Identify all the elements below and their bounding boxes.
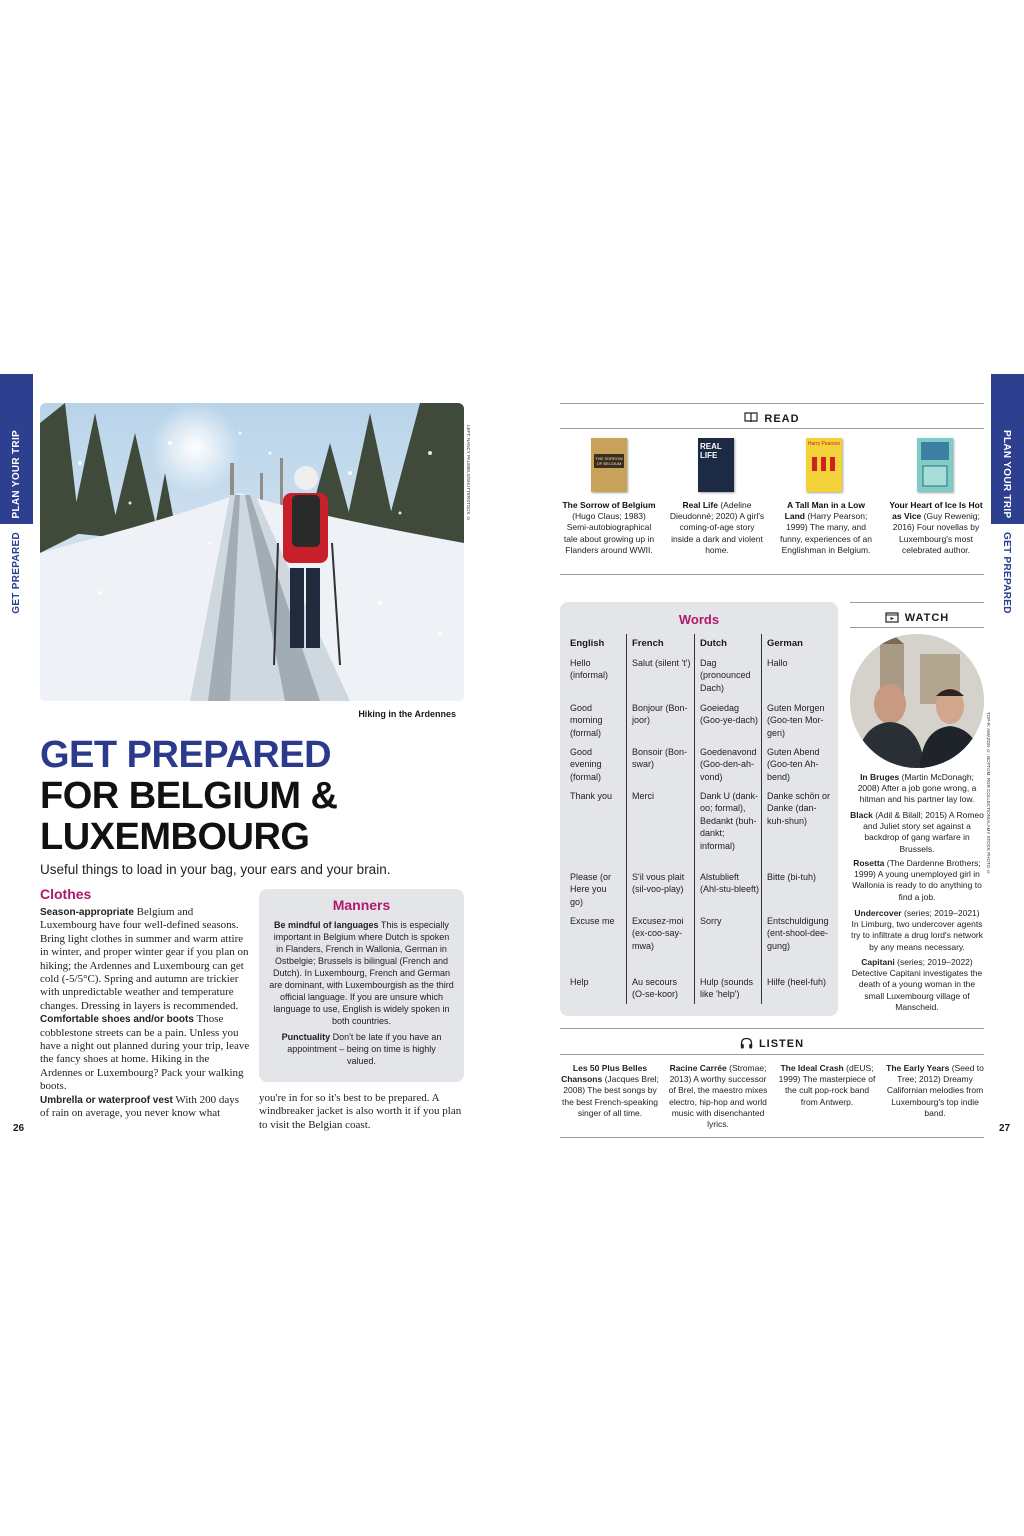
word-cell: Please (or Here you go) [570, 872, 612, 907]
book-desc-3: (Harry Pearson; 1999) The many, and funny, experiences of an Englishman in Belgium. [780, 511, 872, 555]
words-col-german: German [767, 638, 803, 649]
word-cell: Hallo [767, 658, 788, 668]
listen-rule-bottom [560, 1137, 984, 1138]
album-title-3: The Ideal Crash [780, 1063, 844, 1073]
clothes-p2: Those cobblestone streets can be a pain. Unless you have a night out planned during your trip, leave the fancy shoes at home. Hiking in the Ardennes or Luxembourg? Pack your walking boots. [40, 1013, 250, 1093]
book-desc-1: (Hugo Claus; 1983) Semi-autobiographical tale about growing up in Flanders around WWII. [563, 511, 655, 555]
film-title-5: Capitani [861, 957, 895, 967]
word-cell: Alstublieft (Ahl-stu-bleeft) [700, 872, 760, 895]
read-rule-mid [560, 428, 984, 429]
album-title-4: The Early Years [886, 1063, 950, 1073]
book-cover-3-text: Harry Pearson [807, 441, 841, 447]
album-item-2 [668, 1063, 768, 1130]
words-col-dutch: Dutch [700, 638, 727, 649]
book-cover-1-text: THE SORROW OF BELGIUM [595, 456, 623, 466]
words-divider-3 [761, 634, 762, 1004]
listen-header-label: LISTEN [758, 1038, 805, 1050]
film-still-image [850, 634, 984, 768]
listen-header [560, 1034, 984, 1052]
album-item-4 [886, 1063, 984, 1119]
manners-box [259, 889, 464, 1082]
book-cover-1 [591, 438, 627, 492]
book-title-1: The Sorrow of Belgium [562, 500, 656, 510]
hiker-snow-image [40, 403, 464, 701]
word-cell: Bonjour (Bon-joor) [632, 703, 688, 726]
album-item-3 [776, 1063, 878, 1108]
film-desc-5: (series; 2019–2022) Detective Capitani investigates the death of a young woman in the small Luxembourg village of Manscheid. [851, 957, 983, 1012]
word-cell: Bonsoir (Bon-swar) [632, 747, 688, 770]
album-desc-4: (Seed to Tree; 2012) Dreamy Californian melodies from Luxembourg's top indie band. [886, 1063, 984, 1118]
word-cell: Dag (pronounced Dach) [700, 658, 751, 693]
manners-p2-block [281, 1031, 442, 1067]
page-number-left: 26 [13, 1123, 25, 1134]
book-item-2 [668, 500, 766, 556]
watch-header-label: WATCH [904, 612, 950, 624]
word-cell: Help [570, 977, 589, 987]
side-tab-right-section: GET PREPARED [1001, 532, 1012, 614]
words-divider-2 [694, 634, 695, 1004]
film-desc-3: (The Dardenne Brothers; 1999) A young unemployed girl in Wallonia is ready to do anything to find a job. [852, 858, 982, 902]
word-cell: Hello (informal) [570, 658, 609, 681]
read-rule-top [560, 403, 984, 404]
word-cell: Guten Abend (Goo-ten Ah-bend) [767, 747, 820, 782]
film-item-1 [850, 772, 984, 806]
headphones-icon [740, 1037, 753, 1049]
book-cover-2-text: REAL LIFE [700, 442, 722, 460]
word-cell: Au secours (O-se-koor) [632, 977, 679, 1000]
clothes-p3-bold: Umbrella or waterproof vest [40, 1094, 173, 1106]
book-item-1 [560, 500, 658, 556]
book-desc-4: (Guy Rewenig; 2016) Four novellas by Luxembourg's most celebrated author. [892, 511, 980, 555]
page-title-line1: GET PREPARED [40, 734, 332, 776]
word-cell: Guten Morgen (Goo-ten Mor-gen) [767, 703, 825, 738]
book-item-3 [776, 500, 876, 556]
word-cell: Bitte (bi-tuh) [767, 872, 817, 882]
page-title-line2: FOR BELGIUM & [40, 775, 338, 817]
book-cover-2 [698, 438, 734, 492]
read-header-label: READ [764, 413, 800, 425]
read-header [560, 409, 984, 427]
clothes-p3: With 200 days of rain on average, you never know what [40, 1093, 240, 1120]
album-desc-1: (Jacques Brel; 2008) The best songs by the best French-speaking singer of all time. [562, 1074, 659, 1118]
book-title-3: A Tall Man in a Low Land [784, 500, 865, 522]
manners-heading: Manners [332, 897, 391, 913]
word-cell: Danke schön or Danke (dan-kuh-shun) [767, 791, 831, 826]
in-bruges-still [850, 634, 984, 768]
film-title-4: Undercover [854, 908, 902, 918]
words-heading: Words [678, 612, 720, 627]
film-desc-1: (Martin McDonagh; 2008) After a job gone wrong, a hitman and his partner lay low. [857, 772, 977, 805]
word-cell: Good morning (formal) [570, 703, 603, 738]
word-cell: Goeiedag (Goo-ye-dach) [700, 703, 759, 726]
word-cell: Excusez-moi (ex-coo-say-mwa) [632, 916, 684, 951]
book-cover-4-art [917, 438, 953, 492]
word-cell: Sorry [700, 916, 722, 926]
watch-header [850, 608, 984, 626]
side-tab-left-label: PLAN YOUR TRIP [11, 430, 22, 519]
clothes-heading: Clothes [40, 886, 92, 902]
side-tab-right-label: PLAN YOUR TRIP [1001, 430, 1012, 519]
film-title-2: Black [850, 810, 873, 820]
book-cover-3-art [806, 447, 842, 477]
listen-rule-mid [560, 1054, 984, 1055]
words-box [560, 602, 838, 1016]
book-cover-4 [917, 438, 953, 492]
book-item-4 [888, 500, 984, 556]
film-item-3 [850, 858, 984, 903]
words-col-french: French [632, 638, 664, 649]
words-col-english: English [570, 638, 605, 649]
book-cover-3 [806, 438, 842, 492]
manners-p1: This is especially important in Belgium where Dutch is spoken in Flanders, French in Wallonia, German in Ostbelgie; Brussels is bilingual (French and Dutch). In Luxembourg, French and German are dominant, with Luxembourgish as the third official language. If you are unsure which language to use, English is widely spoken in both countries. [269, 920, 454, 1026]
album-title-2: Racine Carrée [669, 1063, 727, 1073]
page-subtitle: Useful things to load in your bag, your ears and your brain. [40, 862, 391, 877]
clothes-p2-bold: Comfortable shoes and/or boots [40, 1014, 194, 1026]
book-title-2: Real Life [682, 500, 718, 510]
page-title-line3: LUXEMBOURG [40, 816, 310, 858]
film-title-1: In Bruges [860, 772, 900, 782]
film-icon [885, 611, 899, 623]
word-cell: Hulp (sounds like 'help') [700, 977, 754, 1000]
manners-p1-block [269, 919, 454, 1027]
manners-p2: Don't be late if you have an appointment – being on time is highly valued. [287, 1032, 442, 1066]
word-cell: Hilfe (heel-fuh) [767, 977, 827, 987]
film-desc-2: (Adil & Bilall; 2015) A Romeo and Juliet story set against a backdrop of gang warfare in Brussels. [863, 810, 984, 854]
film-item-2 [850, 810, 984, 855]
word-cell: Excuse me [570, 916, 615, 926]
manners-p2-bold: Punctuality [281, 1032, 331, 1042]
album-desc-2: (Stromae; 2013) A worthy successor of Brel, the maestro mixes electro, hip-hop and world music with disenchanted lyrics. [668, 1063, 768, 1130]
film-desc-4: (series; 2019–2021) In Limburg, two undercover agents try to infiltrate a drug lord's network by any means necessary. [850, 908, 983, 952]
watch-photo-credit: TOP-R: AMAZON ©; BOTTOM: RGR COLLECTION/ALAMY STOCK PHOTO © [986, 712, 991, 875]
word-cell: Dank U (dank-oo; formal), Bedankt (buh-dankt; informal) [700, 791, 759, 851]
side-tab-left-section: GET PREPARED [11, 532, 22, 614]
clothes-p1-bold: Season-appropriate [40, 907, 134, 918]
book-desc-2: (Adeline Dieudonné; 2020) A girl's coming-of-age story inside a dark and violent home. [669, 500, 765, 555]
book-icon [744, 412, 758, 423]
clothes-text [40, 906, 250, 1121]
manners-p1-bold: Be mindful of languages [274, 920, 379, 930]
hero-photo [40, 403, 464, 701]
read-rule-bottom [560, 574, 984, 575]
film-item-5 [850, 957, 984, 1013]
album-item-1 [560, 1063, 660, 1119]
page-number-right: 27 [999, 1123, 1011, 1134]
word-cell: Thank you [570, 791, 613, 801]
film-item-4 [850, 908, 984, 953]
words-divider-1 [626, 634, 627, 1004]
watch-rule-mid [850, 627, 984, 628]
photo-credit: LEFT: NANCY PAUWELS/SHUTTERSTOCK © [466, 425, 471, 521]
word-cell: Salut (silent 't') [632, 658, 691, 668]
word-cell: Goedenavond (Goo-den-ah-vond) [700, 747, 757, 782]
word-cell: S'il vous plait (sil-voo-play) [632, 872, 685, 895]
word-cell: Merci [632, 791, 654, 801]
clothes-p1: Belgium and Luxembourg have four well-defined seasons. Bring light clothes in summer and warm attire in winter, and proper winter gear if you plan on hiking; the Ardennes and Luxembourg can get cold (-5/5°C). Spring and autumn are trickier with unpredictable weather and temperature changes. Dressing in layers is recommended. [40, 906, 249, 1012]
clothes-text-continued: you're in for so it's best to be prepared. A windbreaker jacket is also worth it if you plan to visit the Belgian coast. [259, 1092, 462, 1131]
film-title-3: Rosetta [853, 858, 885, 868]
word-cell: Good evening (formal) [570, 747, 602, 782]
photo-caption: Hiking in the Ardennes [358, 709, 456, 719]
album-title-1: Les 50 Plus Belles Chansons [561, 1063, 648, 1085]
book-title-4: Your Heart of Ice Is Hot as Vice [889, 500, 983, 522]
watch-rule-top [850, 602, 984, 603]
album-desc-3: (dEUS; 1999) The masterpiece of the cult pop-rock band from Antwerp. [778, 1063, 876, 1107]
listen-rule-top [560, 1028, 984, 1029]
word-cell: Entschuldigung (ent-shool-dee-gung) [767, 916, 829, 951]
